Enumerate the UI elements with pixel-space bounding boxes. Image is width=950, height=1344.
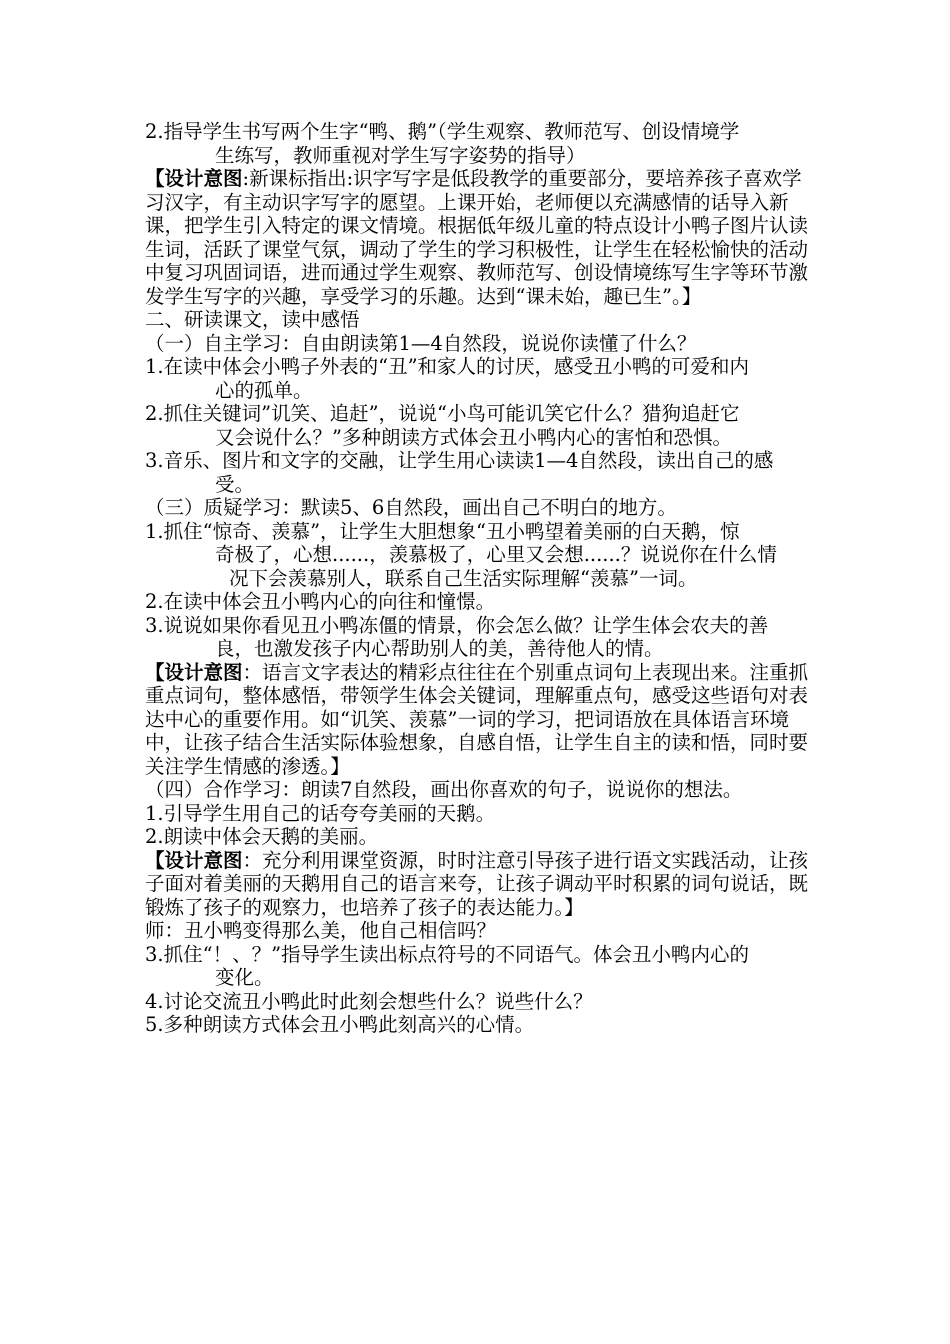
self-study-item-3: 3.音乐、图片和文字的交融，让学生用心读读1—4自然段，读出自己的感 <box>145 449 774 472</box>
teacher-question: 师：丑小鸭变得那么美，他自己相信吗？ <box>145 919 497 942</box>
design-intent-2 <box>145 661 813 779</box>
self-study-item-3-cont: 受。 <box>215 472 255 496</box>
design-intent-3 <box>145 849 813 920</box>
design-intent-label: 【设计意图 <box>145 167 243 190</box>
self-study-item-2-cont: 又会说什么？”多种朗读方式体会丑小鸭内心的害怕和恐惧。 <box>215 425 732 449</box>
design-intent-1 <box>145 167 813 308</box>
design-intent-label: 【设计意图 <box>145 848 243 872</box>
cooperative-item-4: 4.讨论交流丑小鸭此时此刻会想些什么？说些什么？ <box>145 989 593 1013</box>
design-intent-text: ：充分利用课堂资源，时时注意引导孩子进行语文实践活动，让孩子面对着美丽的天鹅用自己的语言来夸，让孩子调动平时积累的词句说话，既锻炼了孩子的观察力，也培养了孩子的表达能力。】 <box>145 848 809 919</box>
section-heading-2: 二、研读课文，读中感悟 <box>145 308 360 331</box>
design-intent-label: 【设计意图 <box>145 660 243 684</box>
cooperative-item-5: 5.多种朗读方式体会丑小鸭此刻高兴的心情。 <box>145 1013 535 1036</box>
cooperative-item-2: 2.朗读中体会天鹅的美丽。 <box>145 825 379 848</box>
cooperative-item-3: 3.抓住“！、？”指导学生读出标点符号的不同语气。体会丑小鸭内心的 <box>145 942 750 966</box>
document-page <box>145 120 813 1037</box>
question-item-1: 1.抓住“惊奇、羡慕”，让学生大胆想象“丑小鸭望着美丽的白天鹅，惊 <box>145 519 740 543</box>
subsection-question-study: （三）质疑学习：默读5、6自然段，画出自己不明白的地方。 <box>145 496 677 519</box>
step-2-continuation: 生练写，教师重视对学生写字姿势的指导） <box>215 143 586 167</box>
question-item-3: 3.说说如果你看见丑小鸭冻僵的情景，你会怎么做？让学生体会农夫的善 <box>145 613 769 637</box>
self-study-item-2: 2.抓住关键词”讥笑、追赶”，说说“小鸟可能讥笑它什么？猎狗追赶它 <box>145 402 740 425</box>
self-study-item-1-cont: 心的孤单。 <box>215 378 313 402</box>
design-intent-text: :新课标指出:识字写字是低段教学的重要部分，要培养孩子喜欢学习汉字，有主动识字写字的愿望。上课开始，老师便以充满感情的话导入新课，把学生引入特定的课文情境。根据低年级儿童的特点设计小鸭子图片认读生词，活跃了课堂气氛，调动了学生的学习积极性，让学生在轻松愉快的活动中复习巩固词语，进而通过学生观察、教师范写、创设情境练写生字等环节激发学生写字的兴趣，享受学习的乐趣。达到“课未始，趣已生”。】 <box>145 167 809 308</box>
self-study-item-1: 1.在读中体会小鸭子外表的“丑”和家人的讨厌，感受丑小鸭的可爱和内 <box>145 355 750 378</box>
subsection-cooperative-study: （四）合作学习：朗读7自然段，画出你喜欢的句子，说说你的想法。 <box>145 778 743 801</box>
step-2-write-characters: 2.指导学生书写两个生字“鸭、鹅”（学生观察、教师范写、创设情境学 <box>145 120 740 143</box>
question-item-1-cont-2: 况下会羡慕别人，联系自己生活实际理解“羡慕”一词。 <box>229 566 698 590</box>
cooperative-item-1: 1.引导学生用自己的话夸夸美丽的天鹅。 <box>145 801 496 825</box>
cooperative-item-3-cont: 变化。 <box>215 966 274 989</box>
question-item-1-cont: 奇极了，心想......，羡慕极了，心里又会想......？说说你在什么情 <box>215 543 777 566</box>
design-intent-text: ：语言文字表达的精彩点往往在个别重点词句上表现出来。注重抓重点词句，整体感悟，带领学生体会关键词，理解重点句，感受这些语句对表达中心的重要作用。如“讥笑、羡慕”一词的学习，把词语放在具体语言环境中，让孩子结合生活实际体验想象，自感自悟，让学生自主的读和悟，同时要关注学生情感的渗透。】 <box>145 660 809 778</box>
subsection-self-study: （一）自主学习：自由朗读第1—4自然段，说说你读懂了什么？ <box>145 331 697 355</box>
question-item-2: 2.在读中体会丑小鸭内心的向往和憧憬。 <box>145 590 496 613</box>
question-item-3-cont: 良，也激发孩子内心帮助别人的美，善待他人的情。 <box>215 637 664 660</box>
